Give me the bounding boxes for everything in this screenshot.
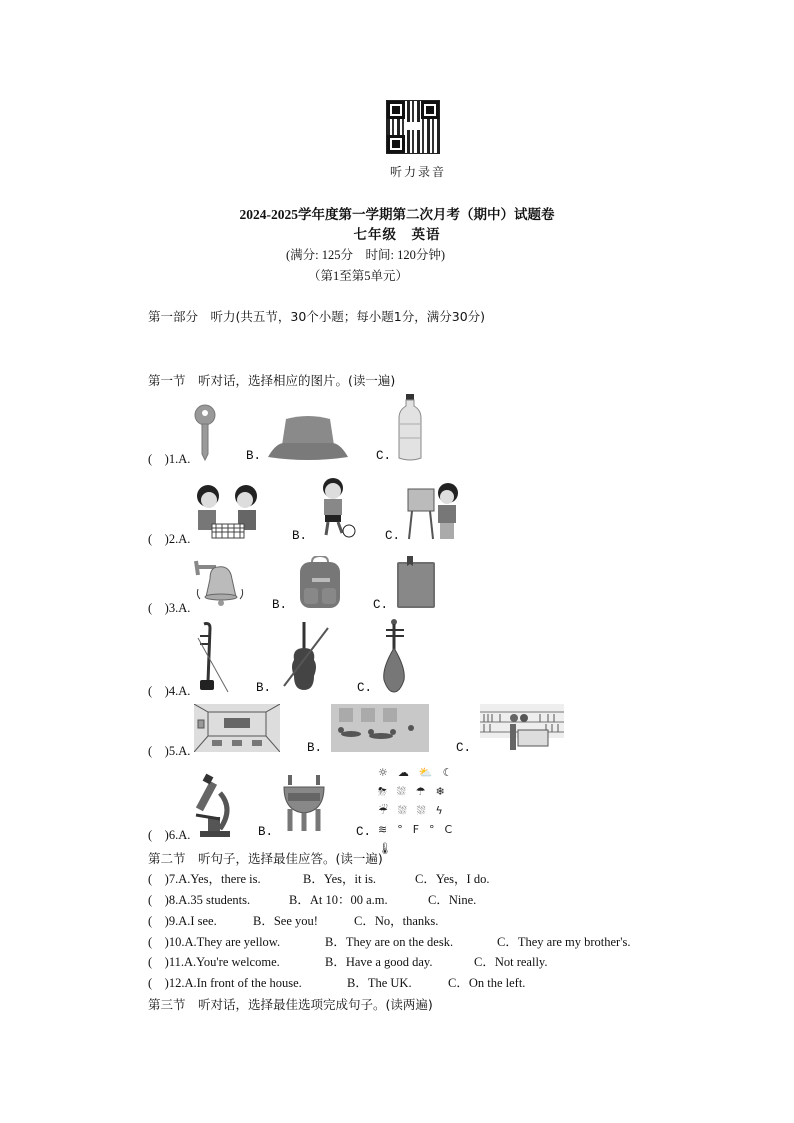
lightning-icon: ϟ [435, 804, 453, 817]
violin-icon [280, 620, 332, 692]
option-c-label: C. [376, 449, 392, 463]
part1-heading: 第一部分 听力(共五节，30个小题；每小题1分，满分30分) [148, 309, 486, 324]
key-icon [194, 404, 216, 462]
question-prefix: ( )5.A. [148, 744, 191, 758]
qr-caption: 听力录音 [390, 165, 447, 179]
question-prefix: ( )4.A. [148, 684, 191, 698]
option-a: Yes，there is. [190, 872, 261, 886]
question-10 [148, 932, 280, 950]
score-time: (满分: 125分 时间: 120分钟) [286, 248, 446, 262]
option-c: C．No，thanks. [354, 914, 439, 928]
question-number: ( )10.A. [148, 935, 197, 949]
question-4 [148, 681, 190, 699]
boys-playing-chess-image [194, 484, 264, 540]
option-b: B．See you! [253, 914, 318, 928]
option-b: B．They are on the desk. [325, 935, 454, 949]
option-c-label: C. [356, 825, 372, 839]
wind-icon: ≋ [378, 823, 398, 836]
option-b: B．Yes，it is. [303, 872, 377, 886]
option-b-label: B. [307, 741, 323, 755]
moon-icon: ☾ [442, 766, 463, 779]
question-number: ( )12.A. [148, 976, 197, 990]
celsius-icon: °C [429, 823, 463, 836]
microscope-icon [194, 773, 234, 837]
option-b: B．Have a good day. [325, 955, 433, 969]
question-8 [148, 890, 250, 908]
boy-playing-soccer-image [316, 477, 358, 539]
option-c: C．Yes，I do. [415, 872, 490, 886]
rain-sun-icon: ⛆ [396, 785, 416, 798]
option-c-label: C. [373, 598, 389, 612]
question-number: ( )11.A. [148, 955, 197, 969]
section2-heading: 第二节 听句子，选择最佳应答。(读一遍) [148, 851, 383, 866]
option-b-label: B. [272, 598, 288, 612]
question-prefix: ( )3.A. [148, 601, 191, 615]
bronze-ding-icon [282, 775, 326, 833]
option-b-label: B. [292, 529, 308, 543]
question-number: ( )8.A. [148, 893, 191, 907]
question-6 [148, 825, 190, 843]
boy-painting-image [406, 483, 462, 541]
question-prefix: ( )1.A. [148, 452, 191, 466]
option-b-label: B. [256, 681, 272, 695]
question-12 [148, 973, 302, 991]
question-5 [148, 741, 190, 759]
cloud-icon: ☁ [397, 766, 419, 779]
rain-icon: ☔ [378, 804, 398, 817]
question-prefix: ( )2.A. [148, 532, 191, 546]
fahrenheit-icon: °F [397, 823, 430, 836]
partly-cloudy-icon: ⛅ [418, 766, 443, 779]
dining-hall-image [331, 704, 429, 752]
heavy-rain-icon: ⛆ [397, 804, 417, 817]
schoolbag-icon [296, 556, 344, 610]
question-9 [148, 911, 217, 929]
question-2 [148, 529, 190, 547]
option-b-label: B. [246, 449, 262, 463]
library-image [480, 704, 564, 752]
option-b: B．The UK. [347, 976, 412, 990]
erhu-icon [196, 622, 232, 694]
weather-icons-grid [378, 763, 478, 858]
hat-icon [268, 413, 348, 461]
question-1 [148, 449, 190, 467]
qr-code[interactable] [386, 100, 440, 154]
classroom-image [194, 704, 280, 752]
snow-icon: ❄ [435, 785, 455, 798]
question-11 [148, 952, 280, 970]
units-range: （第1至第5单元） [308, 269, 409, 283]
pipa-icon [380, 618, 412, 694]
option-c-label: C. [385, 529, 401, 543]
option-c-label: C. [357, 681, 373, 695]
option-c: C．On the left. [448, 976, 526, 990]
question-7 [148, 869, 261, 887]
qr-logo [406, 122, 420, 130]
option-c-label: C. [456, 741, 472, 755]
question-number: ( )7.A. [148, 872, 191, 886]
question-3 [148, 598, 190, 616]
option-a: You're welcome. [196, 955, 280, 969]
option-a: 35 students. [190, 893, 251, 907]
section1-heading: 第一节 听对话，选择相应的图片。(读一遍) [148, 373, 396, 388]
option-c: C．They are my brother's. [497, 935, 631, 949]
question-number: ( )9.A. [148, 914, 191, 928]
exam-subtitle: 七年级 英语 [353, 227, 441, 242]
option-a: I see. [190, 914, 217, 928]
option-a: They are yellow. [196, 935, 281, 949]
book-icon [395, 556, 437, 610]
sun-icon: ☼ [378, 766, 398, 779]
bell-icon [194, 557, 246, 611]
sleet-icon: ⛆ [416, 804, 436, 817]
exam-title: 2024-2025学年度第一学期第二次月考（期中）试题卷 [239, 207, 555, 222]
section3-heading: 第三节 听对话，选择最佳选项完成句子。(读两遍) [148, 997, 433, 1012]
question-prefix: ( )6.A. [148, 828, 191, 842]
drizzle-icon: ☂ [415, 785, 436, 798]
thermometer-icon: 🌡 [378, 842, 402, 855]
option-c: C．Nine. [428, 893, 477, 907]
option-a: In front of the house. [196, 976, 302, 990]
option-b: B．At 10：00 a.m. [289, 893, 388, 907]
option-c: C．Not really. [474, 955, 548, 969]
water-bottle-icon [398, 394, 422, 462]
thunder-icon: ⛈ [378, 785, 397, 798]
option-b-label: B. [258, 825, 274, 839]
